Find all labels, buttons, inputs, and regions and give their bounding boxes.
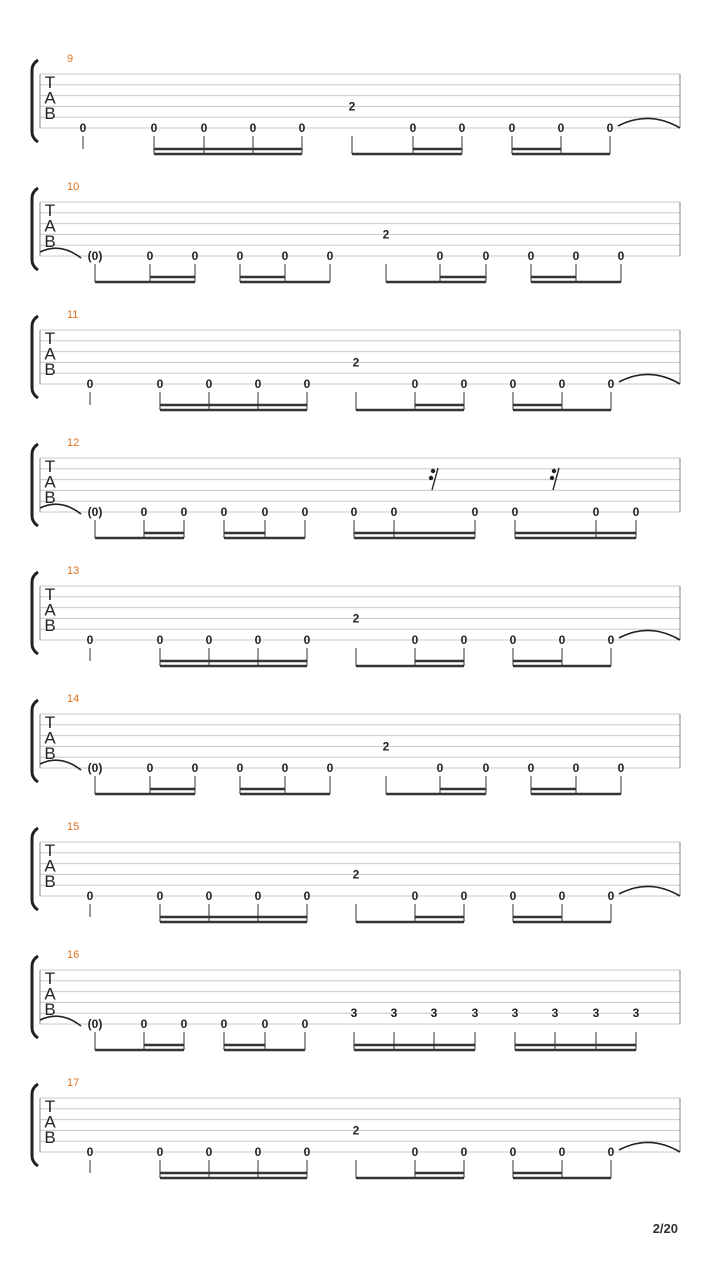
system-bracket-icon xyxy=(32,316,38,398)
fret-number: 0 xyxy=(460,889,468,903)
rest-dot xyxy=(431,469,435,473)
fret-number: 0 xyxy=(607,633,615,647)
fret-number: (0) xyxy=(87,761,103,775)
rest-dot xyxy=(550,476,554,480)
tab-clef-letter: A xyxy=(44,728,56,748)
fret-number: 0 xyxy=(606,121,614,135)
fret-number: 0 xyxy=(86,889,94,903)
fret-number: 0 xyxy=(79,121,87,135)
system-measure-12 xyxy=(32,437,680,538)
fret-number: 0 xyxy=(261,1017,269,1031)
system-measure-10 xyxy=(32,181,680,282)
tab-clef-letter: T xyxy=(44,73,56,92)
system-bracket-icon xyxy=(32,60,38,142)
fret-number: 0 xyxy=(261,505,269,519)
tab-clef-letter: B xyxy=(44,488,56,507)
tab-clef-letter: B xyxy=(44,872,56,891)
fret-number: 0 xyxy=(509,633,517,647)
tab-clef-letter: B xyxy=(44,1128,56,1147)
fret-number: 0 xyxy=(205,633,213,647)
fret-number: 2 xyxy=(352,611,360,626)
system-bracket-icon xyxy=(32,700,38,782)
fret-number: 0 xyxy=(411,633,419,647)
fret-number: 0 xyxy=(191,761,199,775)
fret-number: 0 xyxy=(301,505,309,519)
tab-clef-letter: B xyxy=(44,232,56,251)
fret-number: 3 xyxy=(390,1006,398,1021)
tab-clef-letter: B xyxy=(44,616,56,635)
system-measure-11 xyxy=(32,309,680,410)
rest-dot xyxy=(429,476,433,480)
fret-number: 0 xyxy=(303,633,311,647)
fret-number: 0 xyxy=(156,889,164,903)
fret-number: 0 xyxy=(303,377,311,391)
measure-number: 15 xyxy=(67,821,80,833)
fret-number: 0 xyxy=(191,249,199,263)
fret-number: 0 xyxy=(180,1017,188,1031)
sixteenth-rest-icon xyxy=(429,468,438,490)
rest-dot xyxy=(552,469,556,473)
fret-number: 0 xyxy=(281,761,289,775)
fret-number: 0 xyxy=(301,1017,309,1031)
tab-clef-letter: A xyxy=(44,216,56,236)
measure-number: 12 xyxy=(67,437,80,449)
fret-number: 0 xyxy=(236,761,244,775)
fret-number: 0 xyxy=(471,505,479,519)
fret-number: 0 xyxy=(205,1145,213,1159)
system-bracket-icon xyxy=(32,444,38,526)
system-measure-13 xyxy=(32,565,680,666)
measure-number: 14 xyxy=(67,693,80,705)
fret-number: 0 xyxy=(460,1145,468,1159)
fret-number: 0 xyxy=(460,633,468,647)
fret-number: 0 xyxy=(527,249,535,263)
measure-number: 10 xyxy=(67,181,80,193)
fret-number: (0) xyxy=(87,505,103,519)
tab-clef-letter: B xyxy=(44,744,56,763)
tab-clef-letter: A xyxy=(44,472,56,492)
system-measure-9 xyxy=(32,53,680,154)
tie-arc-icon xyxy=(618,118,680,128)
fret-number: 0 xyxy=(140,1017,148,1031)
sixteenth-rest-icon xyxy=(550,468,559,490)
fret-number: 0 xyxy=(527,761,535,775)
fret-number: 0 xyxy=(298,121,306,135)
tab-clef-letter: T xyxy=(44,1097,56,1116)
system-measure-16 xyxy=(32,949,680,1050)
fret-number: 0 xyxy=(254,633,262,647)
tab-clef-letter: B xyxy=(44,360,56,379)
fret-number: 0 xyxy=(607,377,615,391)
fret-number: 0 xyxy=(200,121,208,135)
fret-number: 0 xyxy=(236,249,244,263)
fret-number: 0 xyxy=(607,1145,615,1159)
system-measure-14 xyxy=(32,693,680,794)
fret-number: 0 xyxy=(150,121,158,135)
fret-number: 0 xyxy=(140,505,148,519)
tab-clef-letter: A xyxy=(44,344,56,364)
measure-number: 11 xyxy=(67,309,79,321)
fret-number: 0 xyxy=(592,505,600,519)
fret-number: (0) xyxy=(87,249,103,263)
measure-number: 16 xyxy=(67,949,80,961)
tab-clef-letter: T xyxy=(44,841,56,860)
tab-clef-letter: A xyxy=(44,88,56,108)
tie-arc-icon xyxy=(619,1142,680,1152)
fret-number: 0 xyxy=(303,889,311,903)
fret-number: 0 xyxy=(607,889,615,903)
fret-number: 0 xyxy=(205,889,213,903)
measure-number: 13 xyxy=(67,565,80,577)
fret-number: 3 xyxy=(350,1006,358,1021)
fret-number: 2 xyxy=(352,867,360,882)
fret-number: 0 xyxy=(156,1145,164,1159)
fret-number: 0 xyxy=(254,1145,262,1159)
fret-number: 0 xyxy=(220,505,228,519)
fret-number: 0 xyxy=(254,377,262,391)
tab-clef-letter: A xyxy=(44,984,56,1004)
fret-number: 0 xyxy=(572,761,580,775)
tie-arc-icon xyxy=(40,760,81,770)
fret-number: 2 xyxy=(348,99,356,114)
fret-number: 0 xyxy=(558,633,566,647)
fret-number: 0 xyxy=(508,121,516,135)
fret-number: 0 xyxy=(558,1145,566,1159)
fret-number: 0 xyxy=(146,761,154,775)
fret-number: 0 xyxy=(557,121,565,135)
tie-arc-icon xyxy=(619,630,680,640)
tab-clef-letter: T xyxy=(44,585,56,604)
fret-number: 0 xyxy=(409,121,417,135)
fret-number: 0 xyxy=(249,121,257,135)
fret-number: 0 xyxy=(303,1145,311,1159)
fret-number: 0 xyxy=(617,249,625,263)
tie-arc-icon xyxy=(40,1016,81,1026)
fret-number: 3 xyxy=(430,1006,438,1021)
tie-arc-icon xyxy=(619,374,680,384)
page-number: 2/20 xyxy=(652,1221,678,1236)
fret-number: 0 xyxy=(86,1145,94,1159)
fret-number: 0 xyxy=(86,377,94,391)
fret-number: 0 xyxy=(220,1017,228,1031)
system-measure-17 xyxy=(32,1077,680,1178)
fret-number: 0 xyxy=(205,377,213,391)
measure-number: 9 xyxy=(67,53,74,65)
fret-number: 3 xyxy=(471,1006,479,1021)
fret-number: 3 xyxy=(632,1006,640,1021)
fret-number: 0 xyxy=(558,377,566,391)
fret-number: 0 xyxy=(254,889,262,903)
system-bracket-icon xyxy=(32,1084,38,1166)
fret-number: 0 xyxy=(482,249,490,263)
tab-clef-letter: T xyxy=(44,713,56,732)
fret-number: 0 xyxy=(281,249,289,263)
fret-number: 0 xyxy=(511,505,519,519)
system-measure-15 xyxy=(32,821,680,922)
fret-number: 0 xyxy=(436,249,444,263)
tab-clef-letter: T xyxy=(44,201,56,220)
fret-number: 2 xyxy=(382,739,390,754)
fret-number: 0 xyxy=(146,249,154,263)
fret-number: 0 xyxy=(509,889,517,903)
tab-clef-letter: B xyxy=(44,1000,56,1019)
system-bracket-icon xyxy=(32,956,38,1038)
tie-arc-icon xyxy=(40,248,81,258)
fret-number: 0 xyxy=(326,249,334,263)
fret-number: 2 xyxy=(352,355,360,370)
fret-number: 0 xyxy=(458,121,466,135)
fret-number: 2 xyxy=(352,1123,360,1138)
tie-arc-icon xyxy=(619,886,680,896)
tab-clef-letter: A xyxy=(44,856,56,876)
fret-number: 0 xyxy=(411,889,419,903)
fret-number: 0 xyxy=(156,633,164,647)
system-bracket-icon xyxy=(32,828,38,910)
tab-clef-letter: A xyxy=(44,1112,56,1132)
system-bracket-icon xyxy=(32,572,38,654)
fret-number: 0 xyxy=(632,505,640,519)
system-bracket-icon xyxy=(32,188,38,270)
fret-number: 0 xyxy=(86,633,94,647)
tab-clef-letter: B xyxy=(44,104,56,123)
tie-arc-icon xyxy=(40,504,81,514)
fret-number: 0 xyxy=(509,377,517,391)
fret-number: 0 xyxy=(180,505,188,519)
fret-number: 0 xyxy=(460,377,468,391)
fret-number: 0 xyxy=(436,761,444,775)
tab-clef-letter: T xyxy=(44,329,56,348)
fret-number: (0) xyxy=(87,1017,103,1031)
fret-number: 0 xyxy=(509,1145,517,1159)
fret-number: 0 xyxy=(617,761,625,775)
fret-number: 3 xyxy=(592,1006,600,1021)
fret-number: 0 xyxy=(411,377,419,391)
tab-clef-letter: T xyxy=(44,457,56,476)
fret-number: 0 xyxy=(350,505,358,519)
fret-number: 0 xyxy=(558,889,566,903)
fret-number: 0 xyxy=(411,1145,419,1159)
tab-clef-letter: A xyxy=(44,600,56,620)
measure-number: 17 xyxy=(67,1077,80,1089)
fret-number: 0 xyxy=(156,377,164,391)
fret-number: 0 xyxy=(390,505,398,519)
fret-number: 3 xyxy=(551,1006,559,1021)
tab-clef-letter: T xyxy=(44,969,56,988)
fret-number: 3 xyxy=(511,1006,519,1021)
fret-number: 2 xyxy=(382,227,390,242)
fret-number: 0 xyxy=(326,761,334,775)
fret-number: 0 xyxy=(482,761,490,775)
fret-number: 0 xyxy=(572,249,580,263)
